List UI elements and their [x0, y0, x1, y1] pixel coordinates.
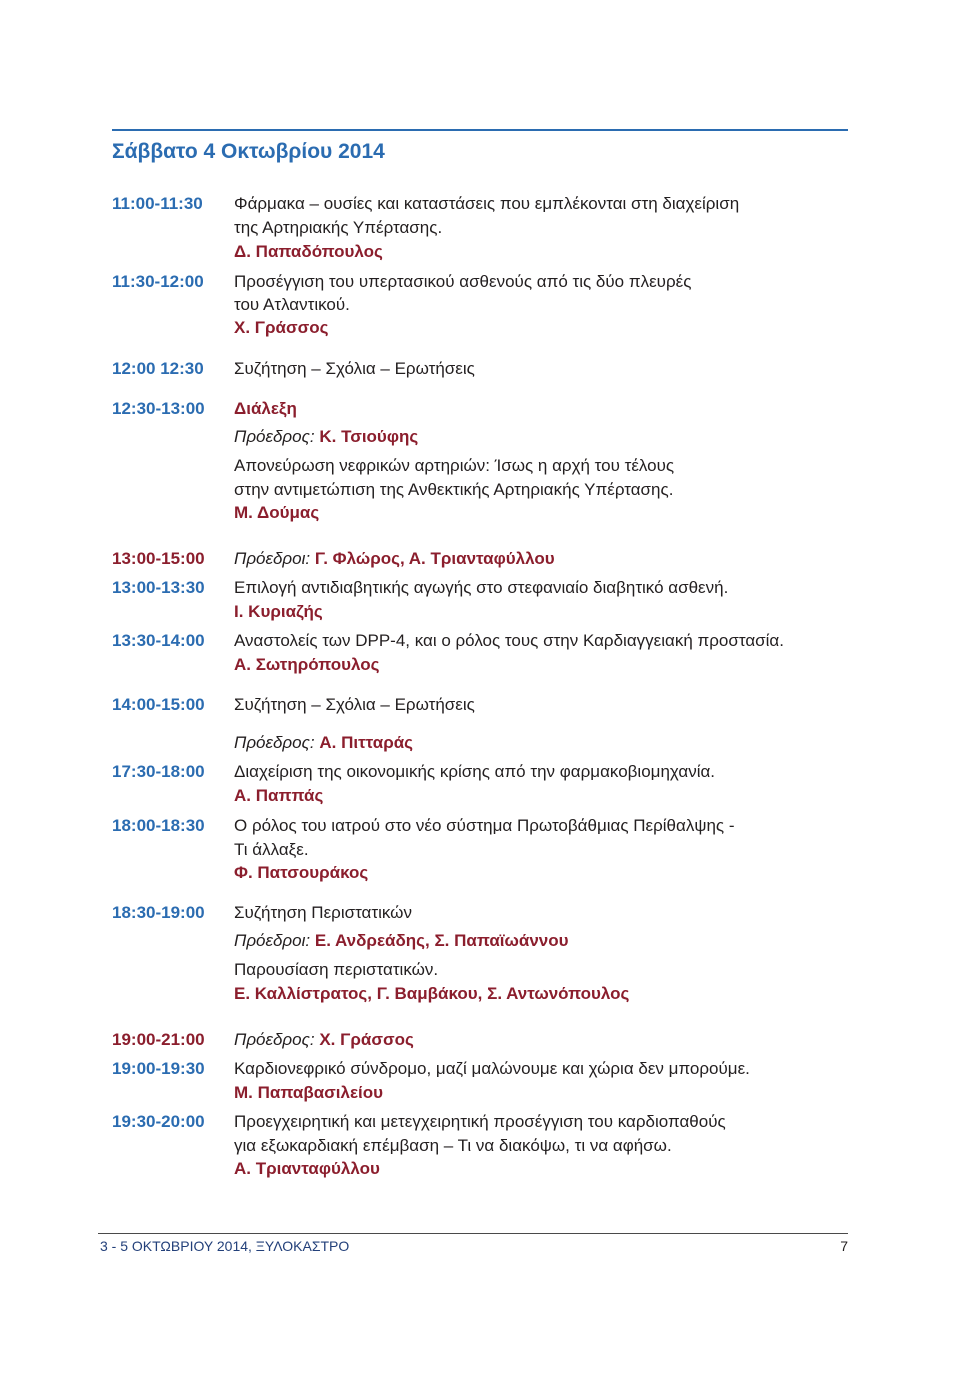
- session-speaker: Μ. Παπαβασιλείου: [234, 1083, 384, 1102]
- chair-label: Πρόεδρος:: [234, 1030, 315, 1049]
- session-chair: [234, 549, 555, 569]
- session-title-line: για εξωκαρδιακή επέμβαση – Τι να διακόψω, τι να αφήσω.: [234, 1136, 672, 1155]
- chair-label: Πρόεδροι:: [234, 549, 311, 568]
- session-time: 11:30-12:00: [112, 272, 204, 291]
- session-label: Διάλεξη: [234, 399, 297, 418]
- chair-names: Ε. Ανδρεάδης, Σ. Παπαϊωάννου: [314, 931, 569, 950]
- session-time: 12:00 12:30: [112, 359, 204, 378]
- chair-names: Α. Πιτταράς: [319, 733, 414, 752]
- session-subtitle: Παρουσίαση περιστατικών.: [234, 960, 439, 979]
- session-time: 12:30-13:00: [112, 399, 205, 418]
- session-speaker: Ι. Κυριαζής: [234, 602, 323, 621]
- session-title-line: του Ατλαντικού.: [234, 295, 350, 314]
- session-speaker: Ε. Καλλίστρατος, Γ. Βαμβάκου, Σ. Αντωνόπουλος: [234, 984, 630, 1003]
- session-speaker: Μ. Δούμας: [234, 503, 320, 522]
- session-title-line: Προσέγγιση του υπερτασικού ασθενούς από τις δύο πλευρές: [234, 272, 692, 291]
- session-time: 13:00-15:00: [112, 549, 205, 568]
- chair-names: Χ. Γράσσος: [319, 1030, 414, 1049]
- session-title-line: Συζήτηση Περιστατικών: [234, 903, 412, 922]
- session-time: 13:00-13:30: [112, 578, 205, 597]
- session-chair: [234, 931, 569, 951]
- day-heading: Σάββατο 4 Οκτωβρίου 2014: [112, 140, 385, 163]
- session-chair: [234, 1030, 414, 1050]
- top-divider: [112, 129, 848, 131]
- session-speaker: Α. Τριανταφύλλου: [234, 1159, 380, 1178]
- chair-names: Κ. Τσιούφης: [319, 427, 419, 446]
- session-title-line: Συζήτηση – Σχόλια – Ερωτήσεις: [234, 695, 475, 714]
- chair-label: Πρόεδροι:: [234, 931, 311, 950]
- chair-label: Πρόεδρος:: [234, 427, 315, 446]
- session-title-line: Φάρμακα – ουσίες και καταστάσεις που εμπλέκονται στη διαχείριση: [234, 194, 740, 213]
- session-chair: [234, 733, 413, 753]
- page-number: 7: [840, 1238, 848, 1254]
- session-title-line: της Αρτηριακής Υπέρτασης.: [234, 218, 443, 237]
- session-chair: [234, 427, 418, 447]
- session-title-line: Διαχείριση της οικονομικής κρίσης από την φαρμακοβιομηχανία.: [234, 762, 716, 781]
- session-title-line: Απονεύρωση νεφρικών αρτηριών: Ίσως η αρχή του τέλους: [234, 456, 675, 475]
- footer-divider: [98, 1233, 848, 1234]
- session-title-line: Προεγχειρητική και μετεγχειρητική προσέγγιση του καρδιοπαθούς: [234, 1112, 726, 1131]
- session-time: 11:00-11:30: [112, 194, 203, 213]
- session-title-line: στην αντιμετώπιση της Ανθεκτικής Αρτηριακής Υπέρτασης.: [234, 480, 674, 499]
- session-time: 19:00-21:00: [112, 1030, 205, 1049]
- session-time: 14:00-15:00: [112, 695, 205, 714]
- session-speaker: Α. Παππάς: [234, 786, 324, 805]
- session-title-line: Συζήτηση – Σχόλια – Ερωτήσεις: [234, 359, 475, 378]
- session-time: 19:00-19:30: [112, 1059, 205, 1078]
- chair-names: Γ. Φλώρος, Α. Τριανταφύλλου: [314, 549, 555, 568]
- session-speaker: Χ. Γράσσος: [234, 318, 329, 337]
- session-speaker: Φ. Πατσουράκος: [234, 863, 369, 882]
- session-speaker: Δ. Παπαδόπουλος: [234, 242, 383, 261]
- session-time: 18:00-18:30: [112, 816, 205, 835]
- session-time: 18:30-19:00: [112, 903, 205, 922]
- session-time: 19:30-20:00: [112, 1112, 205, 1131]
- session-title-line: Επιλογή αντιδιαβητικής αγωγής στο στεφανιαίο διαβητικό ασθενή.: [234, 578, 729, 597]
- session-time: 13:30-14:00: [112, 631, 205, 650]
- chair-label: Πρόεδρος:: [234, 733, 315, 752]
- session-title-line: Αναστολείς των DPP-4, και ο ρόλος τους στην Καρδιαγγειακή προστασία.: [234, 631, 784, 650]
- session-time: 17:30-18:00: [112, 762, 205, 781]
- session-speaker: Α. Σωτηρόπουλος: [234, 655, 380, 674]
- footer-event: 3 - 5 ΟΚΤΩΒΡΙΟΥ 2014, ΞΥΛΟΚΑΣΤΡΟ: [100, 1238, 350, 1254]
- session-title-line: Καρδιονεφρικό σύνδρομο, μαζί μαλώνουμε και χώρια δεν μπορούμε.: [234, 1059, 750, 1078]
- session-title-line: Ο ρόλος του ιατρού στο νέο σύστημα Πρωτοβάθμιας Περίθαλψης -: [234, 816, 735, 835]
- session-title-line: Τι άλλαξε.: [234, 840, 309, 859]
